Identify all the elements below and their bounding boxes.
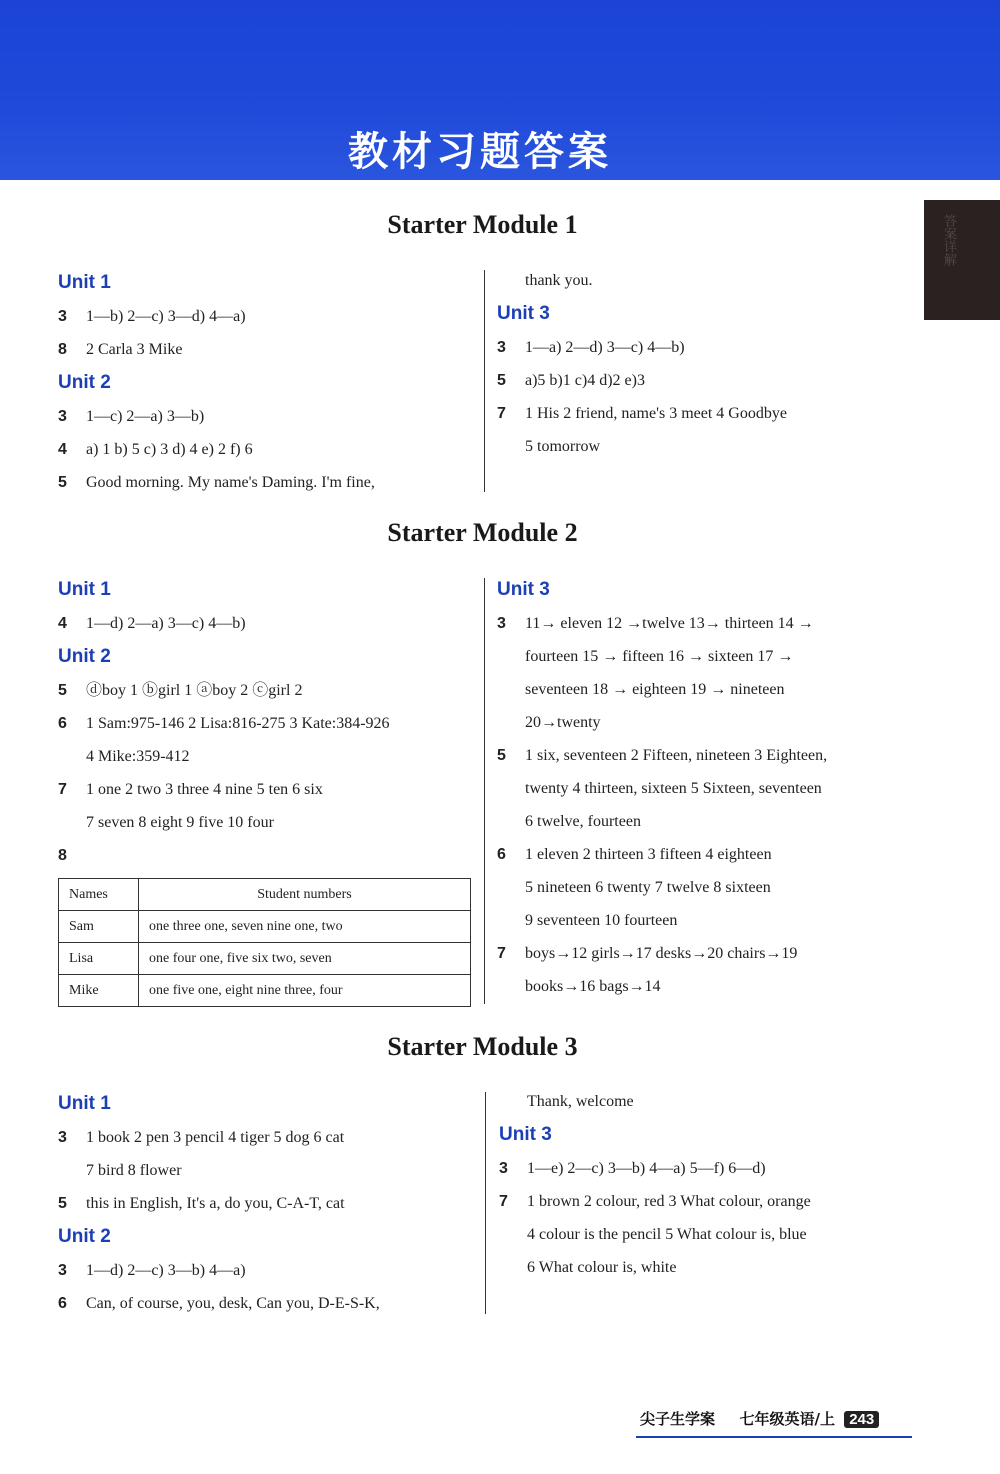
answer-continuation xyxy=(497,430,937,463)
answer-text: 1—d) 2—c) 3—b) 4—a) xyxy=(86,1262,246,1279)
answer-continuation xyxy=(497,805,937,838)
answer-text: this in English, It's a, do you, C-A-T, cat xyxy=(86,1195,345,1212)
question-number: 6 xyxy=(58,715,67,732)
module-2-right-column xyxy=(497,573,937,1003)
answer-text: Can, of course, you, desk, Can you, D-E-S-K, xyxy=(86,1295,380,1312)
answer-line xyxy=(497,838,937,871)
answer-text: a) 1 b) 5 c) 3 d) 4 e) 2 f) 6 xyxy=(86,441,253,458)
answer-continuation xyxy=(58,740,478,773)
question-number: 7 xyxy=(497,945,506,962)
answer-line xyxy=(58,1287,478,1320)
question-number: 5 xyxy=(58,1195,67,1212)
answer-continuation xyxy=(497,904,937,937)
module-1-left-column xyxy=(58,266,478,499)
question-number: 7 xyxy=(58,781,67,798)
question-number: 8 xyxy=(58,847,67,864)
answer-text: 5 nineteen 6 twenty 7 twelve 8 sixteen xyxy=(525,879,771,896)
unit-heading: Unit 2 xyxy=(58,646,111,667)
module-title-2: Starter Module 2 xyxy=(387,518,578,547)
answer-line xyxy=(499,1152,939,1185)
unit-heading: Unit 3 xyxy=(499,1124,552,1145)
question-number: 3 xyxy=(497,615,506,632)
answer-line xyxy=(499,1185,939,1218)
question-number: 3 xyxy=(58,408,67,425)
column-divider xyxy=(484,578,485,1004)
table-cell: one five one, eight nine three, four xyxy=(139,975,471,1007)
footer-rule xyxy=(636,1436,912,1438)
answer-text: 7 bird 8 flower xyxy=(86,1162,182,1179)
table-cell: one four one, five six two, seven xyxy=(139,943,471,975)
question-number: 4 xyxy=(58,441,67,458)
answer-text: 4 Mike:359-412 xyxy=(86,748,190,765)
answer-continuation xyxy=(499,1085,939,1118)
footer-book-title: 尖子生学案 xyxy=(640,1410,716,1428)
question-number: 5 xyxy=(497,747,506,764)
column-divider xyxy=(485,1092,486,1314)
answer-line xyxy=(58,433,478,466)
unit-heading: Unit 3 xyxy=(497,303,550,324)
answer-text: 20→twenty xyxy=(525,714,601,731)
answer-continuation xyxy=(497,871,937,904)
answer-text: thank you. xyxy=(525,272,593,289)
answer-text: 1 book 2 pen 3 pencil 4 tiger 5 dog 6 cat xyxy=(86,1129,345,1146)
answer-continuation xyxy=(499,1218,939,1251)
unit-heading: Unit 1 xyxy=(58,1093,111,1114)
module-title-3: Starter Module 3 xyxy=(387,1032,578,1061)
answer-continuation xyxy=(499,1251,939,1284)
table-row xyxy=(59,943,471,975)
table-header-row xyxy=(59,879,471,911)
answer-text: Good morning. My name's Daming. I'm fine, xyxy=(86,474,375,491)
answer-line xyxy=(58,1121,478,1154)
module-2-left-column xyxy=(58,573,478,872)
answer-text: 7 seven 8 eight 9 five 10 four xyxy=(86,814,274,831)
module-title-1: Starter Module 1 xyxy=(387,210,578,239)
table-header-names: Names xyxy=(59,879,139,911)
answer-continuation xyxy=(497,640,937,673)
module-3-left-column xyxy=(58,1087,478,1320)
answer-line xyxy=(58,674,478,707)
answer-text: 6 What colour is, white xyxy=(527,1259,677,1276)
header-banner xyxy=(0,0,1000,180)
question-number: 3 xyxy=(58,1262,67,1279)
answer-text: 1—c) 2—a) 3—b) xyxy=(86,408,205,425)
module-3-right-column xyxy=(499,1085,939,1284)
answer-text: 1 six, seventeen 2 Fifteen, nineteen 3 Eighteen, xyxy=(525,747,828,764)
answer-line xyxy=(58,300,478,333)
answer-line xyxy=(497,364,937,397)
answer-text: 1—d) 2—a) 3—c) 4—b) xyxy=(86,615,246,632)
answer-text: 2 Carla 3 Mike xyxy=(86,341,183,358)
question-number: 3 xyxy=(58,308,67,325)
answer-continuation xyxy=(497,970,937,1003)
answer-continuation xyxy=(497,264,937,297)
footer xyxy=(640,1408,920,1438)
question-number: 8 xyxy=(58,341,67,358)
answer-line xyxy=(58,607,478,640)
answer-line xyxy=(497,331,937,364)
page-number: 243 xyxy=(844,1411,879,1428)
answer-line xyxy=(497,739,937,772)
answer-text: 1 one 2 two 3 three 4 nine 5 ten 6 six xyxy=(86,781,323,798)
answer-text: 6 twelve, fourteen xyxy=(525,813,641,830)
question-number: 6 xyxy=(58,1295,67,1312)
answer-text: fourteen 15 → fifteen 16 → sixteen 17 → xyxy=(525,648,794,665)
answer-continuation xyxy=(58,806,478,839)
answer-line xyxy=(58,839,478,872)
answer-continuation xyxy=(497,772,937,805)
answer-line xyxy=(58,707,478,740)
answer-text: boys→12 girls→17 desks→20 chairs→19 xyxy=(525,945,798,962)
answer-text: twenty 4 thirteen, sixteen 5 Sixteen, seventeen xyxy=(525,780,822,797)
answer-continuation xyxy=(497,673,937,706)
answer-continuation xyxy=(58,1154,478,1187)
answer-text: 1 Sam:975-146 2 Lisa:816-275 3 Kate:384-926 xyxy=(86,715,390,732)
answer-line xyxy=(58,466,478,499)
answer-text: 1 His 2 friend, name's 3 meet 4 Goodbye xyxy=(525,405,787,422)
table-row xyxy=(59,911,471,943)
answer-line xyxy=(497,937,937,970)
answer-text: 1 brown 2 colour, red 3 What colour, orange xyxy=(527,1193,811,1210)
question-number: 6 xyxy=(497,846,506,863)
answer-text: ⓓboy 1 ⓑgirl 1 ⓐboy 2 ⓒgirl 2 xyxy=(86,682,303,699)
answer-line xyxy=(497,397,937,430)
answer-line xyxy=(497,607,937,640)
table-header-numbers: Student numbers xyxy=(139,879,471,911)
answer-text: 4 colour is the pencil 5 What colour is, blue xyxy=(527,1226,807,1243)
answer-line xyxy=(58,333,478,366)
question-number: 5 xyxy=(58,474,67,491)
table-row xyxy=(59,975,471,1007)
unit-heading: Unit 1 xyxy=(58,579,111,600)
footer-grade: 七年级英语/上 xyxy=(739,1410,835,1428)
table-cell: one three one, seven nine one, two xyxy=(139,911,471,943)
answer-text: books→16 bags→14 xyxy=(525,978,661,995)
table-cell: Lisa xyxy=(59,943,139,975)
answer-text: 1 eleven 2 thirteen 3 fifteen 4 eighteen xyxy=(525,846,772,863)
student-numbers-table xyxy=(58,878,471,1007)
answer-text: 11→ eleven 12 →twelve 13→ thirteen 14 → xyxy=(525,615,814,632)
unit-heading: Unit 3 xyxy=(497,579,550,600)
unit-heading: Unit 2 xyxy=(58,1226,111,1247)
answer-line xyxy=(58,400,478,433)
unit-heading: Unit 2 xyxy=(58,372,111,393)
question-number: 3 xyxy=(499,1160,508,1177)
column-divider xyxy=(484,270,485,492)
question-number: 3 xyxy=(497,339,506,356)
question-number: 3 xyxy=(58,1129,67,1146)
answer-continuation xyxy=(497,706,937,739)
question-number: 5 xyxy=(58,682,67,699)
table-cell: Sam xyxy=(59,911,139,943)
answer-line xyxy=(58,1187,478,1220)
answer-text: Thank, welcome xyxy=(527,1093,634,1110)
answer-text: 1—e) 2—c) 3—b) 4—a) 5—f) 6—d) xyxy=(527,1160,766,1177)
answer-line xyxy=(58,1254,478,1287)
answer-text: seventeen 18 → eighteen 19 → nineteen xyxy=(525,681,785,698)
question-number: 7 xyxy=(499,1193,508,1210)
answer-text: 5 tomorrow xyxy=(525,438,601,455)
question-number: 5 xyxy=(497,372,506,389)
unit-heading: Unit 1 xyxy=(58,272,111,293)
answer-text: 9 seventeen 10 fourteen xyxy=(525,912,678,929)
side-tab-label: 答案详解 xyxy=(941,214,956,266)
table-cell: Mike xyxy=(59,975,139,1007)
answer-text: 1—b) 2—c) 3—d) 4—a) xyxy=(86,308,246,325)
answer-line xyxy=(58,773,478,806)
module-1-right-column xyxy=(497,264,937,463)
answer-text: a)5 b)1 c)4 d)2 e)3 xyxy=(525,372,645,389)
question-number: 7 xyxy=(497,405,506,422)
page-title: 教材习题答案 xyxy=(348,129,612,175)
answer-text: 1—a) 2—d) 3—c) 4—b) xyxy=(525,339,685,356)
question-number: 4 xyxy=(58,615,67,632)
